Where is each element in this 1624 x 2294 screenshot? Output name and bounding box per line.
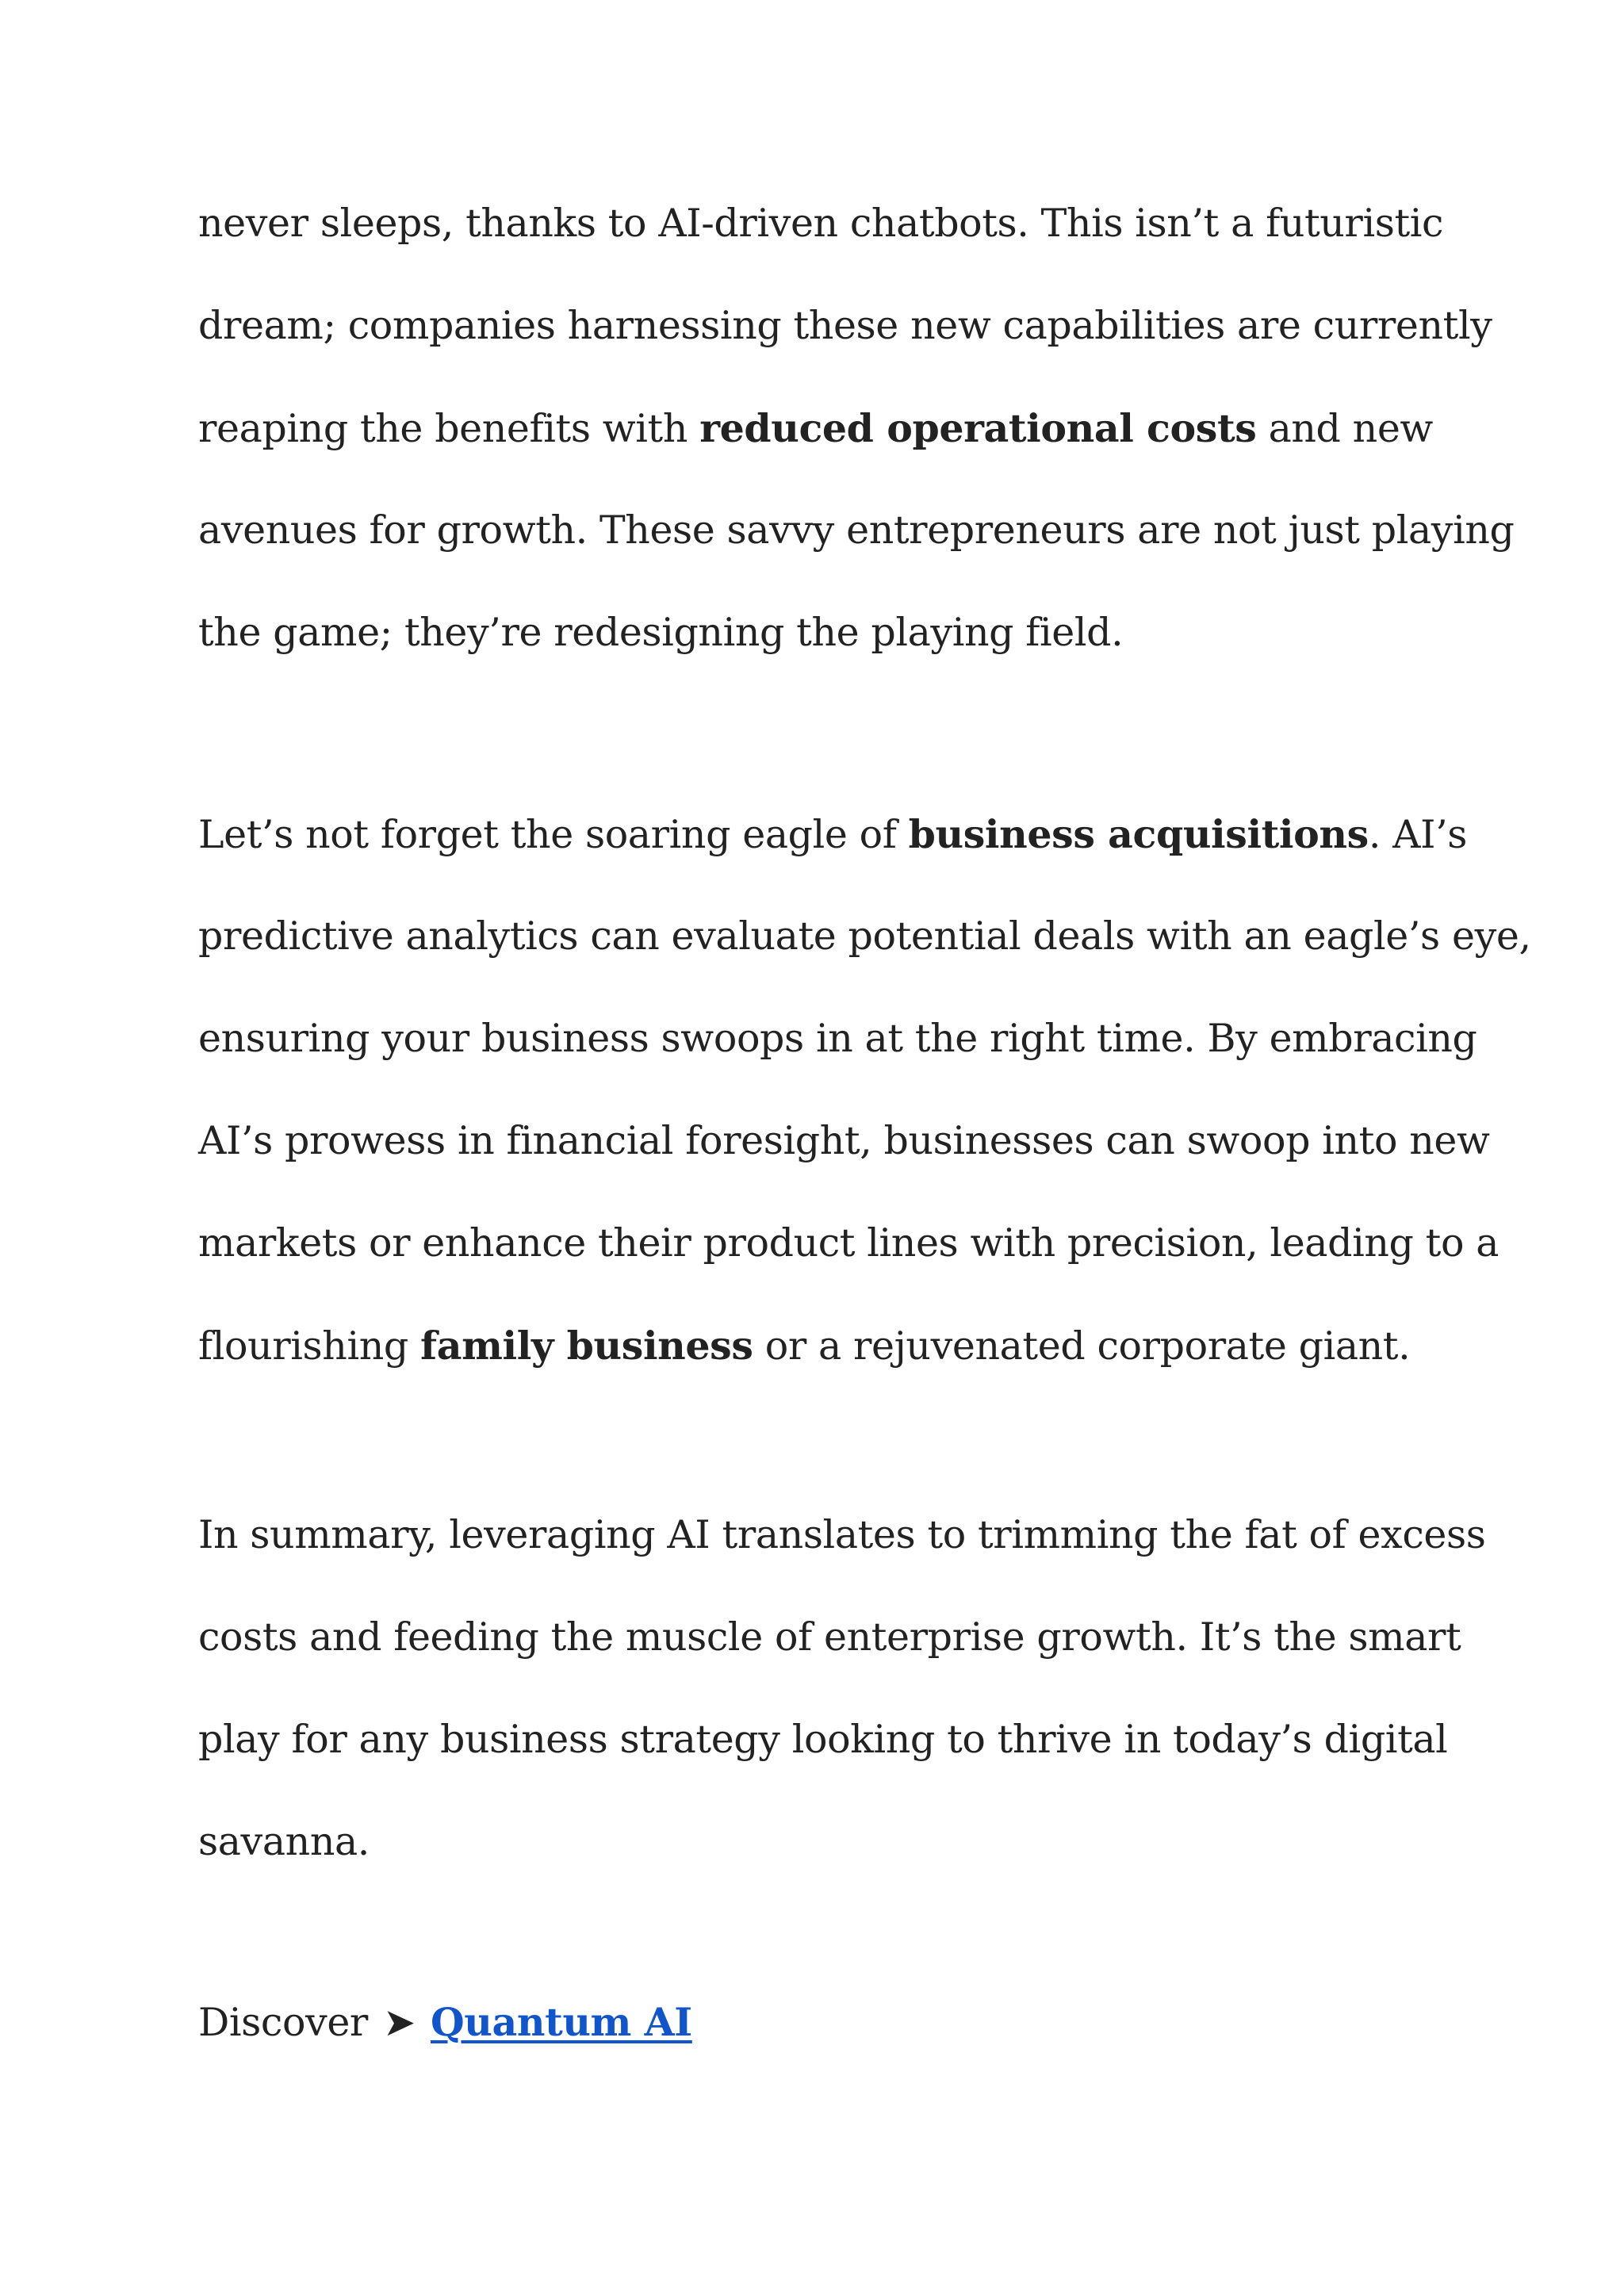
quantum-ai-link[interactable]: Quantum AI xyxy=(431,1999,692,2045)
paragraph-chatbots xyxy=(198,184,1515,695)
text-run: markets or enhance their product lines with precision, leading to a xyxy=(198,1220,1500,1266)
discover-label: Discover xyxy=(198,2000,368,2045)
text-run: flourishing xyxy=(198,1323,421,1369)
bold-phrase-business-acquisitions: business acquisitions xyxy=(908,811,1369,857)
text-run: AI’s prowess in financial foresight, businesses can swoop into new xyxy=(198,1118,1490,1163)
text-run: . AI’s xyxy=(1368,812,1468,857)
text-run: and new xyxy=(1256,406,1433,451)
text-run: the game; they’re redesigning the playing field. xyxy=(198,610,1124,655)
text-run: ensuring your business swoops in at the right time. By embracing xyxy=(198,1016,1477,1061)
text-line xyxy=(198,389,1435,491)
text-run: costs and feeding the muscle of enterprise growth. It’s the smart xyxy=(198,1614,1461,1660)
text-run: never sleeps, thanks to AI-driven chatbots. This isn’t a futuristic xyxy=(198,201,1444,246)
text-line xyxy=(198,1802,1435,1905)
text-run: dream; companies harnessing these new capabilities are currently xyxy=(198,303,1492,348)
bold-phrase-reduced-operational-costs: reduced operational costs xyxy=(699,405,1257,451)
text-run: predictive analytics can evaluate potential deals with an eagle’s eye, xyxy=(198,913,1531,959)
text-line xyxy=(198,1204,1500,1306)
text-line xyxy=(198,491,1515,593)
text-line xyxy=(198,286,1492,389)
paragraph-acquisitions xyxy=(198,795,1531,1408)
text-line xyxy=(198,593,1435,695)
text-line xyxy=(198,1101,1490,1204)
text-line xyxy=(198,1598,1461,1700)
text-line xyxy=(198,1496,1486,1598)
text-line xyxy=(198,1700,1448,1802)
bold-phrase-family-business: family business xyxy=(420,1323,753,1369)
text-run: or a rejuvenated corporate giant. xyxy=(753,1323,1411,1369)
text-line xyxy=(198,184,1444,286)
text-run: play for any business strategy looking to thrive in today’s digital xyxy=(198,1717,1448,1762)
text-run: Let’s not forget the soaring eagle of xyxy=(198,812,909,857)
discover-line xyxy=(198,1982,1435,2085)
text-run: avenues for growth. These savvy entrepreneurs are not just playing xyxy=(198,507,1515,553)
arrow-right-icon: ➤ xyxy=(383,2000,416,2045)
text-line xyxy=(198,795,1468,897)
text-line xyxy=(198,1982,1435,2085)
text-run: reaping the benefits with xyxy=(198,406,700,451)
text-run: In summary, leveraging AI translates to trimming the fat of excess xyxy=(198,1512,1486,1557)
text-run: savanna. xyxy=(198,1819,370,1864)
text-line xyxy=(198,897,1531,999)
text-line xyxy=(198,999,1477,1101)
text-line xyxy=(198,1306,1435,1408)
paragraph-summary xyxy=(198,1496,1486,1905)
